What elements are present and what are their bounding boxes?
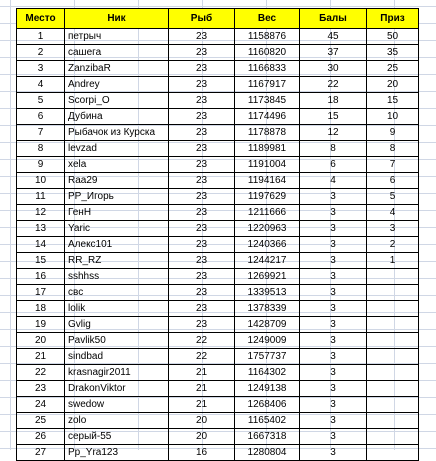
table-row: [17, 413, 419, 429]
cell-prize[interactable]: 5: [367, 189, 419, 205]
cell-place[interactable]: 2: [17, 45, 65, 61]
table-row: [17, 205, 419, 221]
cell-fish[interactable]: 23: [169, 189, 235, 205]
cell-weight[interactable]: 1167917: [235, 77, 300, 93]
cell-weight[interactable]: 1173845: [235, 93, 300, 109]
cell-weight[interactable]: 1174496: [235, 109, 300, 125]
table-row: [17, 253, 419, 269]
cell-nick[interactable]: сашега: [65, 45, 169, 61]
cell-points[interactable]: 3: [300, 365, 367, 381]
cell-fish[interactable]: 21: [169, 365, 235, 381]
cell-points[interactable]: 3: [300, 429, 367, 445]
cell-prize[interactable]: 15: [367, 93, 419, 109]
cell-place[interactable]: 5: [17, 93, 65, 109]
cell-points[interactable]: 3: [300, 333, 367, 349]
table-row: [17, 349, 419, 365]
cell-prize[interactable]: 20: [367, 77, 419, 93]
cell-nick[interactable]: sshhss: [65, 269, 169, 285]
cell-place[interactable]: 14: [17, 237, 65, 253]
cell-place[interactable]: 6: [17, 109, 65, 125]
cell-weight[interactable]: 1240366: [235, 237, 300, 253]
cell-weight[interactable]: 1280804: [235, 445, 300, 461]
cell-nick[interactable]: Алекс101: [65, 237, 169, 253]
header-row: [17, 9, 419, 29]
cell-place[interactable]: 20: [17, 333, 65, 349]
cell-fish[interactable]: 23: [169, 237, 235, 253]
cell-nick[interactable]: свс: [65, 285, 169, 301]
cell-fish[interactable]: 23: [169, 125, 235, 141]
cell-place[interactable]: 23: [17, 381, 65, 397]
cell-place[interactable]: 22: [17, 365, 65, 381]
table-row: [17, 93, 419, 109]
table-row: [17, 237, 419, 253]
cell-fish[interactable]: 23: [169, 253, 235, 269]
cell-nick[interactable]: Рыбачок из Курска: [65, 125, 169, 141]
cell-fish[interactable]: 23: [169, 285, 235, 301]
cell-fish[interactable]: 21: [169, 381, 235, 397]
cell-nick[interactable]: Raa29: [65, 173, 169, 189]
cell-place[interactable]: 25: [17, 413, 65, 429]
cell-fish[interactable]: 23: [169, 141, 235, 157]
cell-nick[interactable]: sindbad: [65, 349, 169, 365]
cell-weight[interactable]: 1164302: [235, 365, 300, 381]
cell-fish[interactable]: 20: [169, 413, 235, 429]
table-row: [17, 125, 419, 141]
cell-weight[interactable]: 1165402: [235, 413, 300, 429]
cell-place[interactable]: 8: [17, 141, 65, 157]
cell-nick[interactable]: RR_RZ: [65, 253, 169, 269]
cell-points[interactable]: 22: [300, 77, 367, 93]
cell-points[interactable]: 30: [300, 61, 367, 77]
cell-place[interactable]: 9: [17, 157, 65, 173]
table-row: [17, 445, 419, 461]
cell-prize[interactable]: 3: [367, 221, 419, 237]
cell-nick[interactable]: Andrey: [65, 77, 169, 93]
cell-prize[interactable]: [367, 445, 419, 461]
cell-nick[interactable]: ZanzibaR: [65, 61, 169, 77]
cell-fish[interactable]: 22: [169, 333, 235, 349]
cell-weight[interactable]: 1249138: [235, 381, 300, 397]
table-row: [17, 301, 419, 317]
table-row: [17, 29, 419, 45]
table-row: [17, 285, 419, 301]
cell-prize[interactable]: 1: [367, 253, 419, 269]
cell-nick[interactable]: PP_Игорь: [65, 189, 169, 205]
cell-prize[interactable]: [367, 413, 419, 429]
cell-place[interactable]: 17: [17, 285, 65, 301]
table-row: [17, 429, 419, 445]
table-row: [17, 173, 419, 189]
table-row: [17, 221, 419, 237]
cell-weight[interactable]: 1667318: [235, 429, 300, 445]
header-nick[interactable]: Ник: [65, 9, 169, 29]
cell-prize[interactable]: 25: [367, 61, 419, 77]
cell-points[interactable]: 3: [300, 349, 367, 365]
results-table: [16, 8, 419, 461]
cell-fish[interactable]: 23: [169, 157, 235, 173]
cell-nick[interactable]: Pavlik50: [65, 333, 169, 349]
cell-points[interactable]: 3: [300, 285, 367, 301]
cell-points[interactable]: 4: [300, 173, 367, 189]
cell-weight[interactable]: 1269921: [235, 269, 300, 285]
table-row: [17, 189, 419, 205]
cell-weight[interactable]: 1428709: [235, 317, 300, 333]
cell-prize[interactable]: [367, 333, 419, 349]
header-points[interactable]: Балы: [300, 9, 367, 29]
cell-nick[interactable]: Scorpi_O: [65, 93, 169, 109]
table-body: [17, 29, 419, 461]
cell-weight[interactable]: 1160820: [235, 45, 300, 61]
cell-prize[interactable]: [367, 269, 419, 285]
cell-fish[interactable]: 23: [169, 205, 235, 221]
cell-fish[interactable]: 23: [169, 61, 235, 77]
cell-weight[interactable]: 1189981: [235, 141, 300, 157]
cell-prize[interactable]: 4: [367, 205, 419, 221]
table-row: [17, 109, 419, 125]
cell-weight[interactable]: 1757737: [235, 349, 300, 365]
cell-points[interactable]: 3: [300, 397, 367, 413]
cell-prize[interactable]: 10: [367, 109, 419, 125]
cell-fish[interactable]: 23: [169, 29, 235, 45]
cell-nick[interactable]: xela: [65, 157, 169, 173]
cell-points[interactable]: 18: [300, 93, 367, 109]
cell-place[interactable]: 1: [17, 29, 65, 45]
table-row: [17, 61, 419, 77]
cell-prize[interactable]: 8: [367, 141, 419, 157]
table-row: [17, 141, 419, 157]
cell-prize[interactable]: 50: [367, 29, 419, 45]
cell-fish[interactable]: 16: [169, 445, 235, 461]
cell-fish[interactable]: 23: [169, 269, 235, 285]
cell-fish[interactable]: 23: [169, 173, 235, 189]
cell-points[interactable]: 45: [300, 29, 367, 45]
cell-nick[interactable]: ГенН: [65, 205, 169, 221]
cell-nick[interactable]: krasnagir2011: [65, 365, 169, 381]
cell-nick[interactable]: Дубина: [65, 109, 169, 125]
cell-weight[interactable]: 1178878: [235, 125, 300, 141]
cell-points[interactable]: 12: [300, 125, 367, 141]
cell-points[interactable]: 3: [300, 301, 367, 317]
cell-points[interactable]: 3: [300, 269, 367, 285]
cell-place[interactable]: 4: [17, 77, 65, 93]
cell-place[interactable]: 21: [17, 349, 65, 365]
cell-nick[interactable]: levzad: [65, 141, 169, 157]
header-weight[interactable]: Вес: [235, 9, 300, 29]
cell-prize[interactable]: [367, 429, 419, 445]
table-row: [17, 333, 419, 349]
cell-fish[interactable]: 23: [169, 77, 235, 93]
cell-fish[interactable]: 22: [169, 349, 235, 365]
cell-place[interactable]: 24: [17, 397, 65, 413]
cell-prize[interactable]: [367, 317, 419, 333]
cell-place[interactable]: 19: [17, 317, 65, 333]
cell-weight[interactable]: 1220963: [235, 221, 300, 237]
cell-fish[interactable]: 21: [169, 397, 235, 413]
cell-place[interactable]: 3: [17, 61, 65, 77]
cell-prize[interactable]: [367, 301, 419, 317]
cell-fish[interactable]: 20: [169, 429, 235, 445]
cell-prize[interactable]: 9: [367, 125, 419, 141]
cell-points[interactable]: 3: [300, 205, 367, 221]
cell-points[interactable]: 3: [300, 189, 367, 205]
cell-weight[interactable]: 1268406: [235, 397, 300, 413]
cell-points[interactable]: 3: [300, 445, 367, 461]
cell-points[interactable]: 3: [300, 237, 367, 253]
header-fish[interactable]: Рыб: [169, 9, 235, 29]
cell-nick[interactable]: DrakonViktor: [65, 381, 169, 397]
cell-points[interactable]: 3: [300, 221, 367, 237]
cell-prize[interactable]: 6: [367, 173, 419, 189]
cell-nick[interactable]: Pp_Yra123: [65, 445, 169, 461]
cell-prize[interactable]: [367, 285, 419, 301]
cell-prize[interactable]: [367, 381, 419, 397]
cell-nick[interactable]: петрыч: [65, 29, 169, 45]
table-row: [17, 77, 419, 93]
cell-nick[interactable]: Yaric: [65, 221, 169, 237]
cell-nick[interactable]: lolik: [65, 301, 169, 317]
cell-place[interactable]: 7: [17, 125, 65, 141]
cell-place[interactable]: 16: [17, 269, 65, 285]
cell-points[interactable]: 6: [300, 157, 367, 173]
cell-points[interactable]: 3: [300, 317, 367, 333]
header-prize[interactable]: Приз: [367, 9, 419, 29]
cell-prize[interactable]: [367, 365, 419, 381]
table-row: [17, 381, 419, 397]
cell-place[interactable]: 10: [17, 173, 65, 189]
cell-weight[interactable]: 1378339: [235, 301, 300, 317]
table-row: [17, 45, 419, 61]
cell-weight[interactable]: 1166833: [235, 61, 300, 77]
cell-prize[interactable]: 7: [367, 157, 419, 173]
cell-place[interactable]: 11: [17, 189, 65, 205]
header-place[interactable]: Место: [17, 9, 65, 29]
cell-place[interactable]: 13: [17, 221, 65, 237]
cell-place[interactable]: 18: [17, 301, 65, 317]
cell-fish[interactable]: 23: [169, 45, 235, 61]
cell-weight[interactable]: 1244217: [235, 253, 300, 269]
cell-weight[interactable]: 1194164: [235, 173, 300, 189]
table-row: [17, 397, 419, 413]
cell-nick[interactable]: серый-55: [65, 429, 169, 445]
cell-points[interactable]: 3: [300, 381, 367, 397]
cell-prize[interactable]: 2: [367, 237, 419, 253]
table-row: [17, 269, 419, 285]
cell-weight[interactable]: 1158876: [235, 29, 300, 45]
cell-prize[interactable]: [367, 349, 419, 365]
cell-place[interactable]: 12: [17, 205, 65, 221]
cell-fish[interactable]: 23: [169, 221, 235, 237]
cell-weight[interactable]: 1197629: [235, 189, 300, 205]
cell-points[interactable]: 3: [300, 413, 367, 429]
cell-nick[interactable]: zolo: [65, 413, 169, 429]
cell-points[interactable]: 3: [300, 253, 367, 269]
cell-fish[interactable]: 23: [169, 93, 235, 109]
table-row: [17, 157, 419, 173]
cell-nick[interactable]: swedow: [65, 397, 169, 413]
cell-points[interactable]: 8: [300, 141, 367, 157]
cell-place[interactable]: 15: [17, 253, 65, 269]
table-row: [17, 317, 419, 333]
cell-nick[interactable]: Gvlig: [65, 317, 169, 333]
cell-weight[interactable]: 1339513: [235, 285, 300, 301]
cell-weight[interactable]: 1249009: [235, 333, 300, 349]
cell-weight[interactable]: 1211666: [235, 205, 300, 221]
cell-fish[interactable]: 23: [169, 301, 235, 317]
cell-weight[interactable]: 1191004: [235, 157, 300, 173]
table-row: [17, 365, 419, 381]
cell-place[interactable]: 27: [17, 445, 65, 461]
cell-prize[interactable]: 35: [367, 45, 419, 61]
cell-points[interactable]: 15: [300, 109, 367, 125]
cell-points[interactable]: 37: [300, 45, 367, 61]
cell-fish[interactable]: 23: [169, 109, 235, 125]
cell-place[interactable]: 26: [17, 429, 65, 445]
cell-fish[interactable]: 23: [169, 317, 235, 333]
cell-prize[interactable]: [367, 397, 419, 413]
